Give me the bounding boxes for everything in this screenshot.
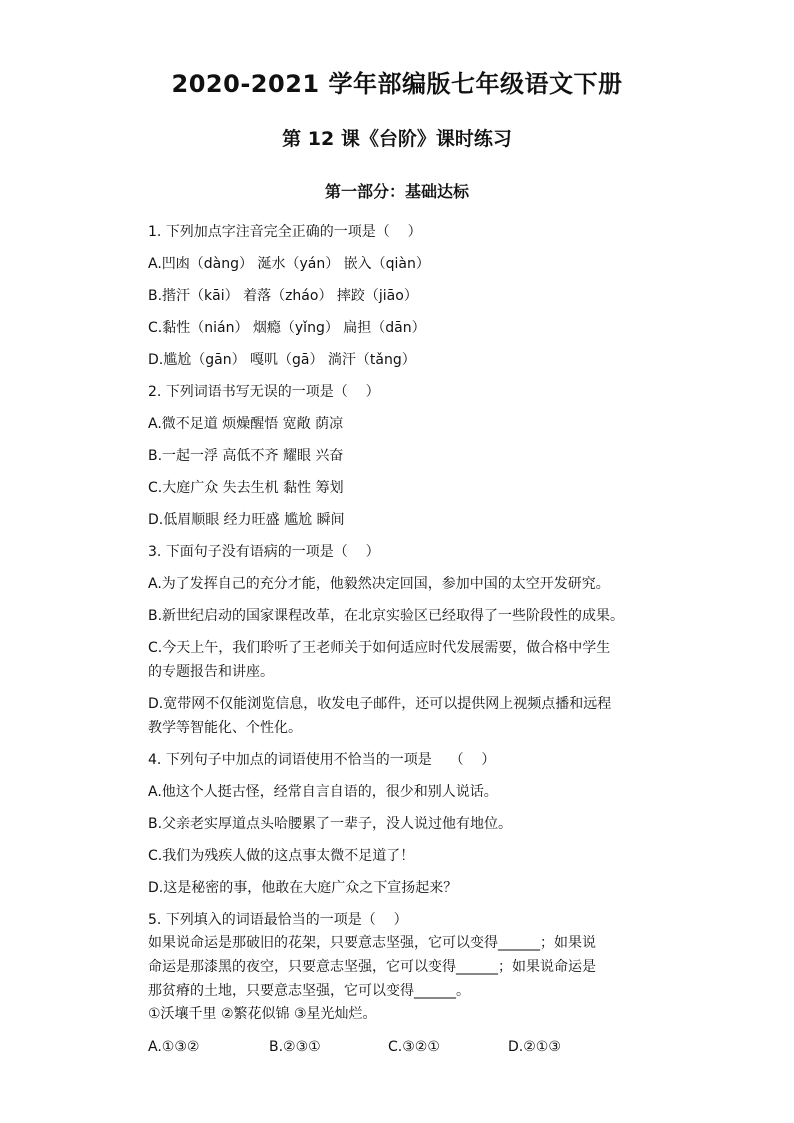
q2-option-b: B.一起一浮 高低不齐 耀眼 兴奋 xyxy=(148,448,344,464)
q5-passage-1: 如果说命运是那破旧的花架，只要意志坚强，它可以变得______；如果说 xyxy=(148,935,596,951)
q1-option-d: D.尴尬（gān） 嘎叽（gā） 淌汗（tǎng） xyxy=(148,352,416,368)
q2-option-a: A.微不足道 烦燥醒悟 宽敞 荫凉 xyxy=(148,416,344,432)
q2-option-d: D.低眉顺眼 经力旺盛 尴尬 瞬间 xyxy=(148,512,345,528)
q5-option-b: B.②③① xyxy=(269,1039,321,1055)
page-title: 2020-2021 学年部编版七年级语文下册 xyxy=(171,70,623,98)
q1-option-b: B.揩汗（kāi） 着落（zháo） 摔跤（jiāo） xyxy=(148,288,418,304)
q2-stem: 2. 下列词语书写无误的一项是（ ） xyxy=(148,384,380,400)
q5-word-bank: ①沃壤千里 ②繁花似锦 ③星光灿烂。 xyxy=(148,1006,377,1022)
q1-option-c: C.黏性（nián） 烟瘾（yǐng） 扁担（dān） xyxy=(148,320,426,336)
lesson-title: 第 12 课《台阶》课时练习 xyxy=(282,128,512,150)
q5-passage-3: 那贫瘠的土地，只要意志坚强，它可以变得______。 xyxy=(148,983,470,999)
q1-option-a: A.凹凼（dàng） 涎水（yán） 嵌入（qiàn） xyxy=(148,256,430,272)
q5-passage-2: 命运是那漆黑的夜空，只要意志坚强，它可以变得______；如果说命运是 xyxy=(148,959,596,975)
q4-option-d: D.这是秘密的事，他敢在大庭广众之下宣扬起来？ xyxy=(148,880,458,896)
q1-stem: 1. 下列加点字注音完全正确的一项是（ ） xyxy=(148,224,422,240)
q4-stem: 4. 下列句子中加点的词语使用不恰当的一项是 （ ） xyxy=(148,752,496,768)
q3-stem: 3. 下面句子没有语病的一项是（ ） xyxy=(148,544,380,560)
q3-option-c: C.今天上午，我们聆听了王老师关于如何适应时代发展需要，做合格中学生 xyxy=(148,640,611,656)
q4-option-b: B.父亲老实厚道点头哈腰累了一辈子，没人说过他有地位。 xyxy=(148,816,513,832)
q2-option-c: C.大庭广众 失去生机 黏性 筹划 xyxy=(148,480,344,496)
q5-option-c: C.③②① xyxy=(388,1039,440,1055)
q4-option-a: A.他这个人挺古怪，经常自言自语的，很少和别人说话。 xyxy=(148,784,498,800)
q3-option-b: B.新世纪启动的国家课程改革，在北京实验区已经取得了一些阶段性的成果。 xyxy=(148,608,625,624)
q5-stem: 5. 下列填入的词语最恰当的一项是（ ） xyxy=(148,912,408,928)
q5-option-a: A.①③② xyxy=(148,1039,200,1055)
section-title: 第一部分：基础达标 xyxy=(324,182,469,201)
q3-option-c-cont: 的专题报告和讲座。 xyxy=(148,664,274,680)
q3-option-d-cont: 教学等智能化、个性化。 xyxy=(148,720,302,736)
q3-option-a: A.为了发挥自己的充分才能，他毅然决定回国，参加中国的太空开发研究。 xyxy=(148,576,610,592)
q3-option-d: D.宽带网不仅能浏览信息，收发电子邮件，还可以提供网上视频点播和远程 xyxy=(148,696,612,712)
q4-option-c: C.我们为残疾人做的这点事太微不足道了！ xyxy=(148,848,415,864)
q5-option-d: D.②①③ xyxy=(508,1039,561,1055)
